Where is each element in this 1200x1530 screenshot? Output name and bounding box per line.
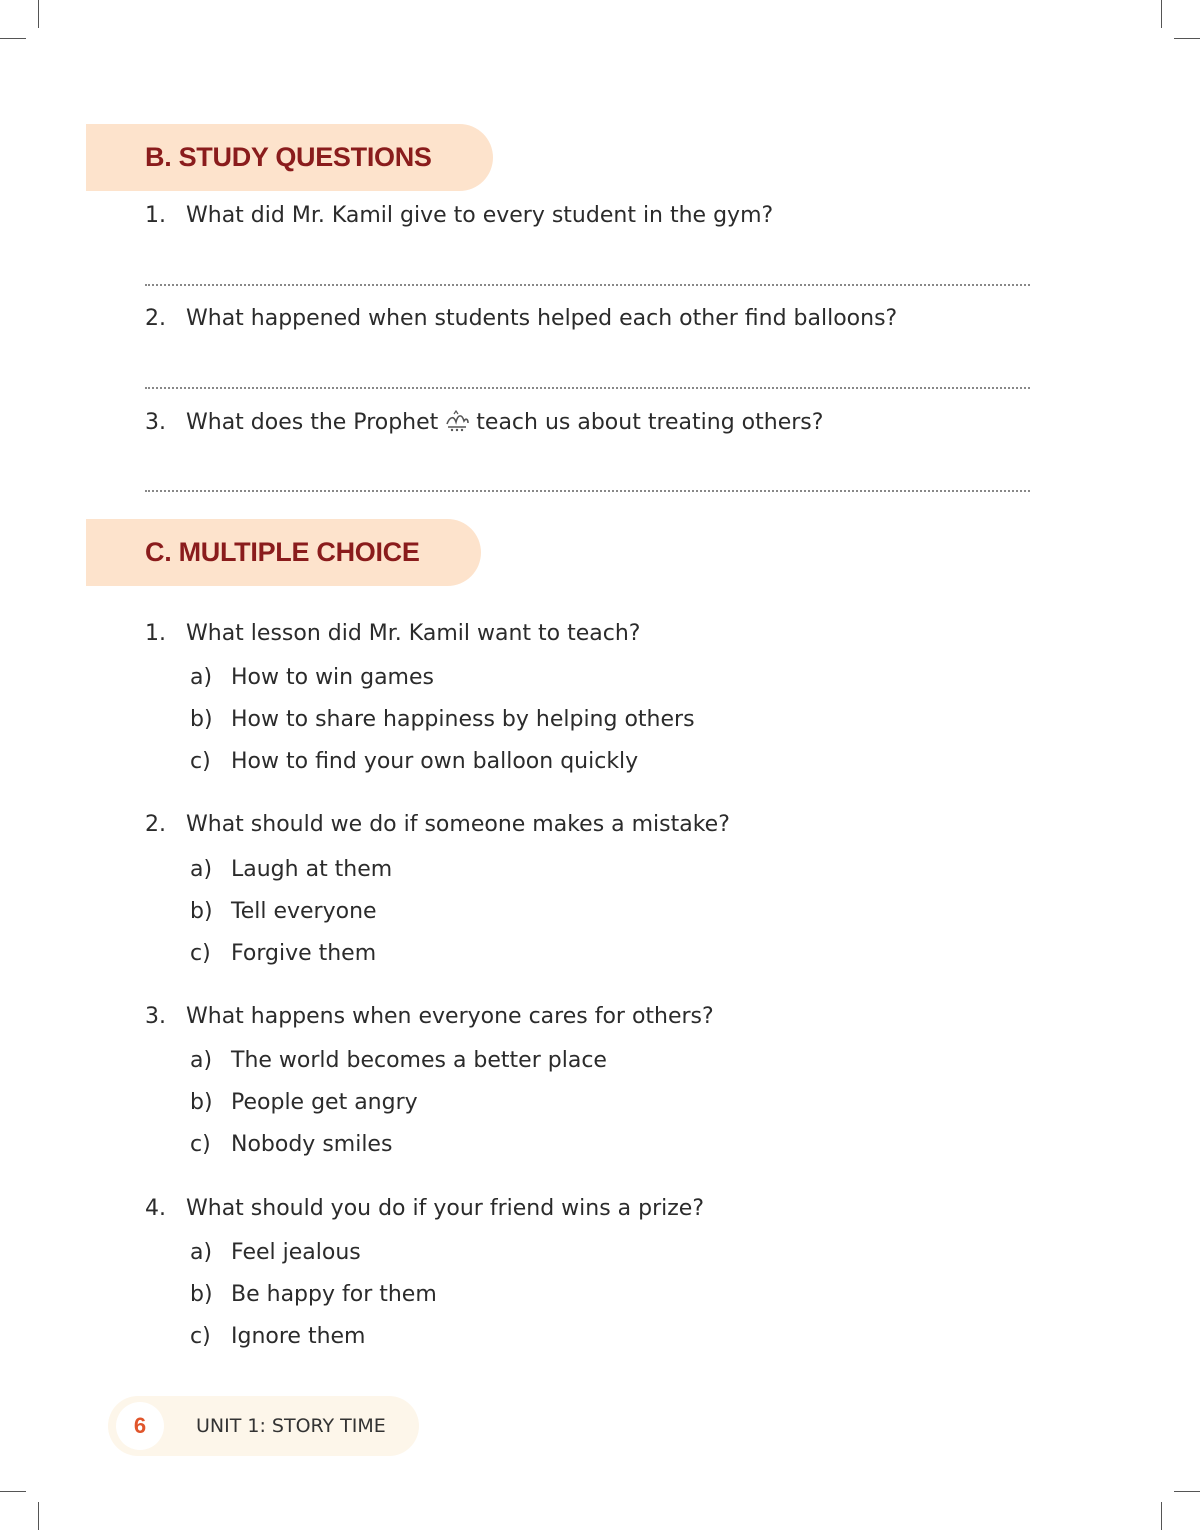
option-letter: b)	[190, 707, 213, 732]
option-letter: a)	[190, 1240, 213, 1265]
question-text: What happens when everyone cares for others?	[186, 1004, 714, 1029]
pbuh-calligraphy-icon	[444, 410, 470, 432]
question-number: 2.	[145, 306, 166, 331]
option-letter: a)	[190, 1048, 213, 1073]
crop-mark	[0, 38, 26, 39]
option-text: Tell everyone	[231, 899, 377, 924]
option-letter: c)	[190, 1324, 211, 1349]
question-text: What should we do if someone makes a mistake?	[186, 812, 730, 837]
option-text: Ignore them	[231, 1324, 366, 1349]
page-footer	[108, 1396, 419, 1456]
option-text: How to find your own balloon quickly	[231, 749, 639, 774]
option-letter: c)	[190, 749, 211, 774]
section-c-banner	[86, 519, 481, 586]
option-letter: a)	[190, 857, 213, 882]
option-text: The world becomes a better place	[231, 1048, 607, 1073]
option-letter: a)	[190, 665, 213, 690]
section-c-title: C. MULTIPLE CHOICE	[145, 537, 420, 567]
section-b-title: B. STUDY QUESTIONS	[145, 142, 432, 172]
crop-mark	[38, 1502, 39, 1530]
question-text: What lesson did Mr. Kamil want to teach?	[186, 621, 641, 646]
question-number: 2.	[145, 812, 166, 837]
crop-mark	[38, 0, 39, 28]
answer-line[interactable]	[145, 387, 1030, 389]
option-text: Feel jealous	[231, 1240, 361, 1265]
option-text: Forgive them	[231, 941, 377, 966]
option-letter: c)	[190, 1132, 211, 1157]
question-number: 3.	[145, 410, 166, 435]
option-text: Nobody smiles	[231, 1132, 393, 1157]
crop-mark	[0, 1491, 26, 1492]
unit-label: UNIT 1: STORY TIME	[196, 1415, 386, 1437]
question-text: What should you do if your friend wins a prize?	[186, 1196, 705, 1221]
option-text: Laugh at them	[231, 857, 393, 882]
option-text: How to share happiness by helping others	[231, 707, 695, 732]
crop-mark	[1161, 1502, 1162, 1530]
option-letter: c)	[190, 941, 211, 966]
question-number: 1.	[145, 621, 166, 646]
question-number: 1.	[145, 203, 166, 228]
crop-mark	[1174, 1491, 1200, 1492]
page-number-badge	[116, 1402, 164, 1450]
question-text: What did Mr. Kamil give to every student in the gym?	[186, 203, 774, 228]
option-letter: b)	[190, 1282, 213, 1307]
section-b-banner	[86, 124, 493, 191]
answer-line[interactable]	[145, 490, 1030, 492]
crop-mark	[1174, 38, 1200, 39]
option-letter: b)	[190, 899, 213, 924]
question-text	[186, 409, 823, 437]
question-text-end: teach us about treating others?	[476, 410, 824, 435]
question-number: 4.	[145, 1196, 166, 1221]
option-text: People get angry	[231, 1090, 418, 1115]
option-text: Be happy for them	[231, 1282, 437, 1307]
question-number: 3.	[145, 1004, 166, 1029]
question-text: What happened when students helped each other find balloons?	[186, 306, 898, 331]
question-text-start: What does the Prophet	[186, 410, 439, 435]
page-number: 6	[133, 1413, 147, 1438]
answer-line[interactable]	[145, 284, 1030, 286]
option-letter: b)	[190, 1090, 213, 1115]
option-text: How to win games	[231, 665, 434, 690]
crop-mark	[1161, 0, 1162, 28]
